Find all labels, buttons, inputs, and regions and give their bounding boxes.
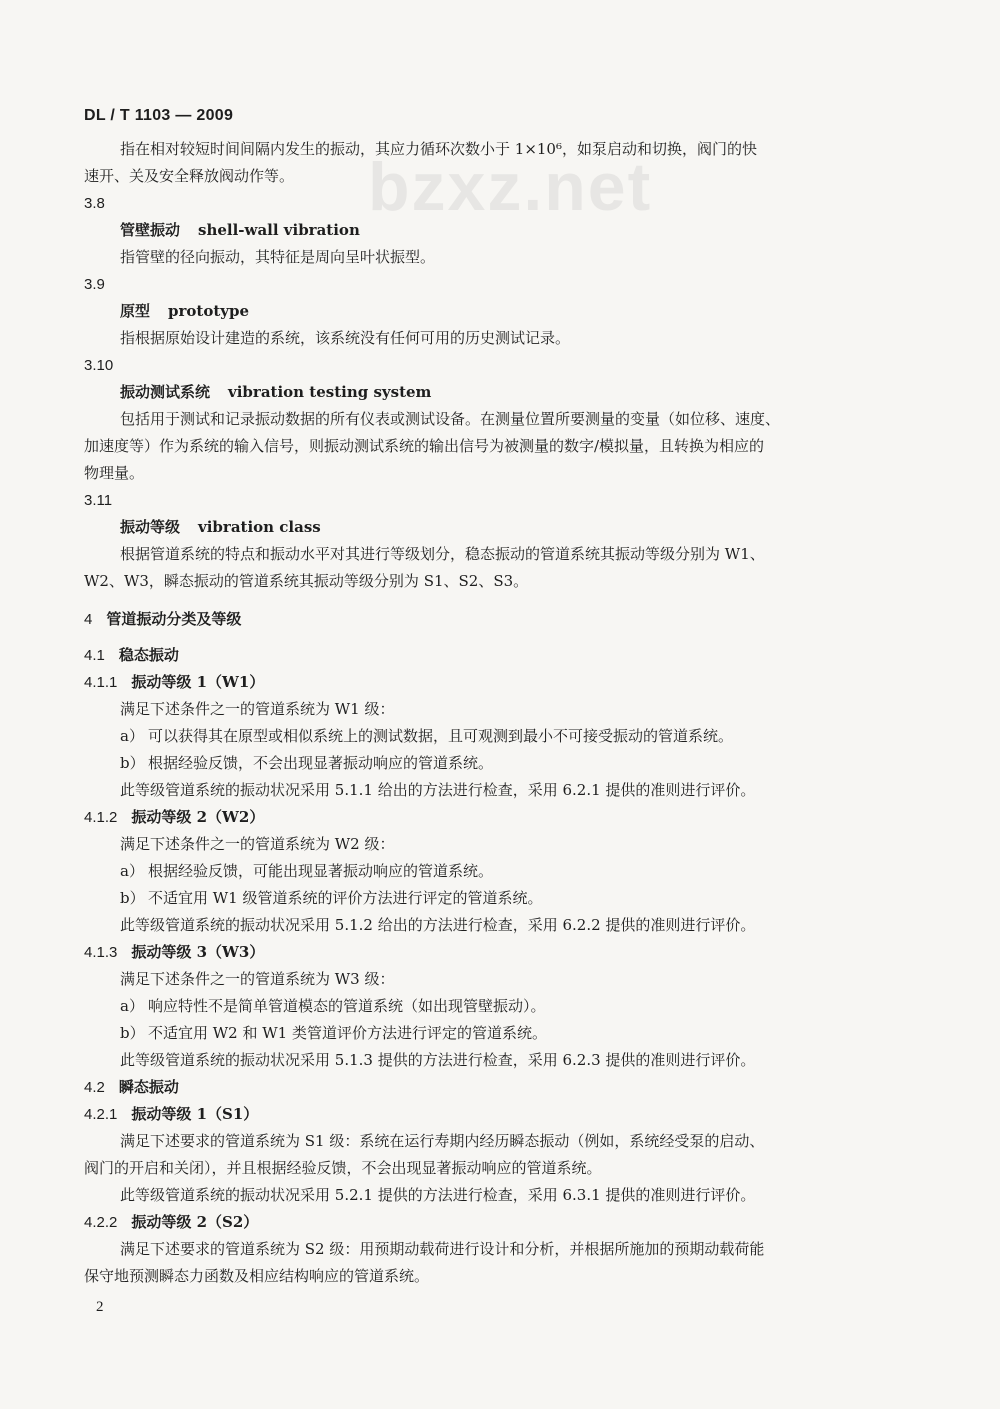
term-en: vibration class (198, 518, 321, 536)
section-number: 4.1.2 (84, 809, 118, 826)
term-en: shell-wall vibration (198, 221, 360, 239)
list-text: 可以获得其在原型或相似系统上的测试数据，且可观测到最小不可接受振动的管道系统。 (148, 727, 734, 745)
list-text: 不适宜用 W1 级管道系统的评价方法进行评定的管道系统。 (148, 889, 543, 907)
section-title: 管道振动分类及等级 (106, 610, 242, 628)
list-text: 根据经验反馈，不会出现显著振动响应的管道系统。 (148, 754, 494, 772)
list-item (84, 750, 894, 777)
list-marker: a） (120, 862, 144, 880)
section-number: 4.1.3 (84, 944, 118, 961)
section-title: 振动等级 1（S1） (131, 1105, 259, 1123)
clause-number: 3.9 (84, 276, 105, 293)
subsection-heading (84, 1074, 894, 1101)
clause-heading (84, 1101, 894, 1128)
section-heading (84, 606, 894, 633)
list-marker: a） (120, 997, 144, 1015)
section-number: 4.2.1 (84, 1106, 118, 1123)
paragraph: 保守地预测瞬态力函数及相应结构响应的管道系统。 (84, 1267, 430, 1285)
list-item (84, 723, 894, 750)
paragraph: 根据管道系统的特点和振动水平对其进行等级划分，稳态振动的管道系统其振动等级分别为 W1、 (120, 545, 765, 563)
section-title: 振动等级 1（W1） (131, 673, 265, 691)
list-item (84, 858, 894, 885)
list-text: 响应特性不是简单管道模态的管道系统（如出现管壁振动）。 (148, 997, 546, 1015)
paragraph: 满足下述条件之一的管道系统为 W3 级： (120, 970, 395, 988)
list-item (84, 993, 894, 1020)
paragraph: 包括用于测试和记录振动数据的所有仪表或测试设备。在测量位置所要测量的变量（如位移、速度、 (120, 410, 781, 428)
paragraph: 满足下述条件之一的管道系统为 W2 级： (120, 835, 395, 853)
paragraph: 速开、关及安全释放阀动作等。 (84, 167, 295, 185)
paragraph: 指在相对较短时间间隔内发生的振动，其应力循环次数小于 1×10⁶，如泵启动和切换，阀门的快 (120, 140, 757, 158)
term-cn: 管壁振动 (120, 221, 181, 239)
document-body (84, 136, 894, 1290)
section-number: 4.1.1 (84, 674, 118, 691)
term-heading (84, 217, 894, 244)
section-title: 振动等级 3（W3） (131, 943, 265, 961)
paragraph: W2、W3，瞬态振动的管道系统其振动等级分别为 S1、S2、S3。 (84, 572, 529, 590)
clause-number: 3.10 (84, 357, 114, 374)
subsection-heading (84, 642, 894, 669)
list-marker: b） (120, 1024, 145, 1042)
section-number: 4 (84, 611, 93, 628)
list-marker: b） (120, 754, 145, 772)
clause-number: 3.8 (84, 195, 105, 212)
section-title: 稳态振动 (118, 646, 179, 664)
paragraph: 此等级管道系统的振动状况采用 5.2.1 提供的方法进行检查，采用 6.3.1 提供的准则进行评价。 (120, 1186, 756, 1204)
paragraph: 物理量。 (84, 464, 145, 482)
section-title: 振动等级 2（S2） (131, 1213, 259, 1231)
list-item (84, 885, 894, 912)
list-marker: a） (120, 727, 144, 745)
term-heading (84, 514, 894, 541)
section-title: 瞬态振动 (118, 1078, 179, 1096)
page-number: 2 (96, 1299, 104, 1315)
paragraph: 满足下述要求的管道系统为 S2 级：用预期动载荷进行设计和分析，并根据所施加的预期动载荷能 (120, 1240, 765, 1258)
section-number: 4.2.2 (84, 1214, 118, 1231)
list-marker: b） (120, 889, 145, 907)
term-cn: 原型 (120, 302, 151, 320)
paragraph: 加速度等）作为系统的输入信号，则振动测试系统的输出信号为被测量的数字/模拟量，且转换为相应的 (84, 437, 765, 455)
term-en: prototype (168, 302, 250, 320)
paragraph: 此等级管道系统的振动状况采用 5.1.3 提供的方法进行检查，采用 6.2.3 提供的准则进行评价。 (120, 1051, 756, 1069)
watermark: bzxz.net (368, 149, 653, 225)
document-id-header: DL / T 1103 — 2009 (84, 107, 234, 124)
paragraph: 阀门的开启和关闭），并且根据经验反馈，不会出现显著振动响应的管道系统。 (84, 1159, 602, 1177)
paragraph: 满足下述条件之一的管道系统为 W1 级： (120, 700, 395, 718)
paragraph: 此等级管道系统的振动状况采用 5.1.2 给出的方法进行检查，采用 6.2.2 提供的准则进行评价。 (120, 916, 756, 934)
paragraph: 指根据原始设计建造的系统，该系统没有任何可用的历史测试记录。 (120, 329, 571, 347)
clause-heading (84, 1209, 894, 1236)
clause-heading (84, 939, 894, 966)
paragraph: 满足下述要求的管道系统为 S1 级：系统在运行寿期内经历瞬态振动（例如，系统经受泵的启动、 (120, 1132, 765, 1150)
paragraph: 此等级管道系统的振动状况采用 5.1.1 给出的方法进行检查，采用 6.2.1 提供的准则进行评价。 (120, 781, 756, 799)
section-number: 4.2 (84, 1079, 105, 1096)
term-cn: 振动测试系统 (120, 383, 211, 401)
term-heading (84, 298, 894, 325)
clause-number: 3.11 (84, 492, 113, 509)
term-cn: 振动等级 (120, 518, 181, 536)
section-title: 振动等级 2（W2） (131, 808, 265, 826)
paragraph: 指管壁的径向振动，其特征是周向呈叶状振型。 (120, 248, 436, 266)
section-number: 4.1 (84, 647, 105, 664)
clause-heading (84, 804, 894, 831)
term-en: vibration testing system (228, 383, 432, 401)
list-text: 不适宜用 W2 和 W1 类管道评价方法进行评定的管道系统。 (148, 1024, 547, 1042)
clause-heading (84, 669, 894, 696)
list-item (84, 1020, 894, 1047)
term-heading (84, 379, 894, 406)
list-text: 根据经验反馈，可能出现显著振动响应的管道系统。 (148, 862, 494, 880)
